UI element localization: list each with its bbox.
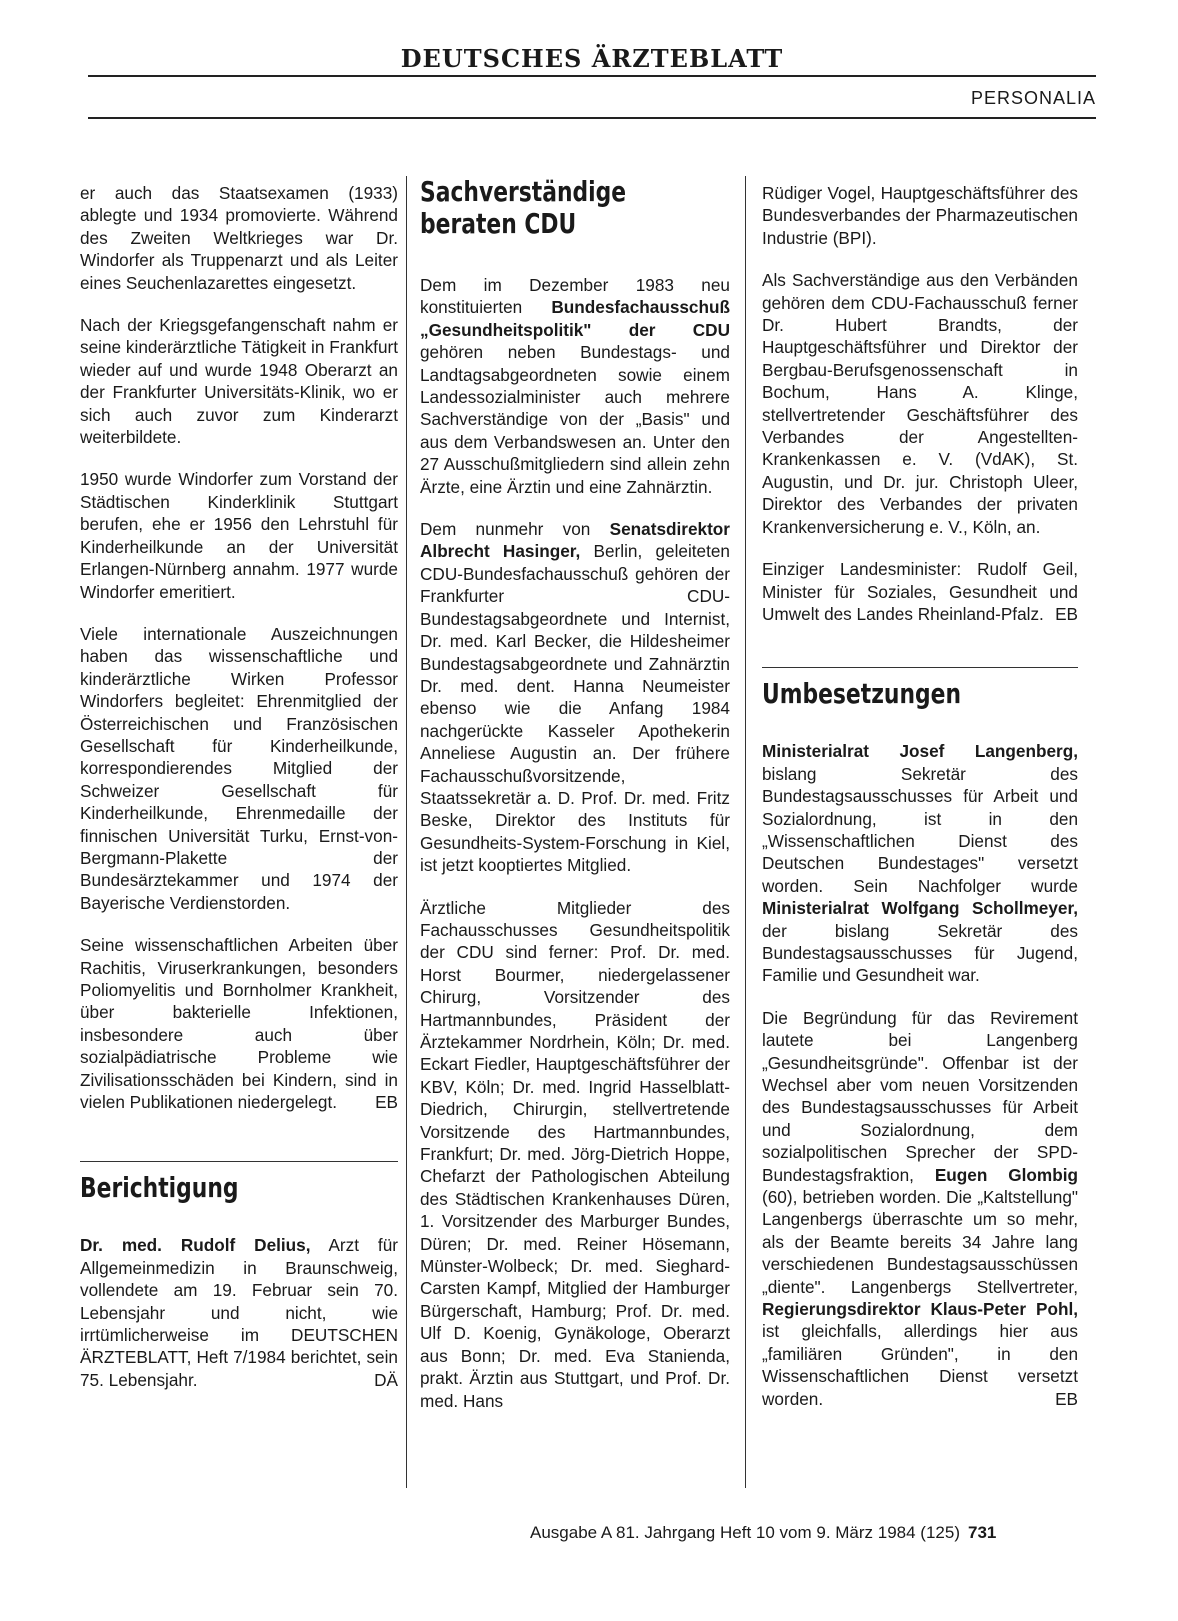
paragraph	[762, 558, 1078, 625]
paragraph: Nach der Kriegsgefangenschaft nahm er seine kinderärztliche Tätigkeit in Frankfurt wieder auf und wurde 1948 Oberarzt an der Frankfurter Universitäts-Klinik, wo er sich auch zuvor zum Kinderarzt weiterbildete.	[80, 315, 398, 448]
person-name: Ministerialrat Wolfgang Schollmeyer,	[762, 898, 1078, 919]
column-divider	[406, 176, 407, 1488]
paragraph-text: Seine wissenschaftlichen Arbeiten über Rachitis, Viruserkrankungen, besonders Poliomyelitis und Bornholmer Krankheit, über bakterielle Infektionen, insbesondere auch über sozialpädiatrische Probleme wie Zivilisationsschäden bei Kindern, sind in vielen Publikationen niedergelegt.	[80, 935, 398, 1113]
masthead-rule	[88, 75, 1096, 77]
paragraph-text: Berlin, geleiteten CDU-Bundesfachausschuß gehören der Frankfurter CDU-Bundestagsabgeordnete und Internist, Dr. med. Karl Becker, die Hildesheimer Bundestagsabgeordnete und Zahnärztin Dr. med. dent. Hanna Neumeister ebenso wie die Anfang 1984 nachgerückte Kasseler Apothekerin Anneliese Augustin an. Der frühere Fachausschußvorsitzende, Staatssekretär a. D. Prof. Dr. med. Fritz Beske, Direktor des Instituts für Gesundheits-System-Forschung in Kiel, ist jetzt kooptiertes Mitglied.	[420, 541, 730, 876]
paragraph-text: Dem im Dezember 1983 neu konstituierten	[420, 275, 730, 318]
paragraph	[80, 1234, 398, 1391]
column-2	[420, 176, 730, 1432]
page-footer	[530, 1523, 996, 1543]
paragraph-text: gehören neben Bundestags- und Landtagsabgeordneten sowie einem Landessozialminister auch mehrere Sachverständige von der „Basis" und aus dem Verbandswesen an. Unter den 27 Ausschußmitgliedern sind allein zehn Ärzte, eine Ärztin und eine Zahnärztin.	[420, 342, 730, 497]
article-rule	[762, 667, 1078, 668]
paragraph	[420, 518, 730, 877]
paragraph-text: der bislang Sekretär des Bundestagsausschusses für Jugend, Familie und Gesundheit war.	[762, 920, 1078, 986]
person-name: Dr. med. Rudolf Delius,	[80, 1235, 311, 1256]
column-divider	[745, 176, 746, 1488]
paragraph-text: ist gleichfalls, allerdings hier aus „familiären Gründen", in den Wissenschaftlichen Dienst versetzt worden.	[762, 1321, 1078, 1409]
section-rule	[88, 117, 1096, 119]
page-number: 731	[968, 1523, 997, 1542]
person-name: Senatsdirektor Albrecht Hasinger,	[420, 519, 730, 562]
committee-name: Bundesfachausschuß „Gesundheitspolitik" der CDU	[420, 297, 730, 340]
article-heading: Berichtigung	[80, 1171, 239, 1205]
paragraph-text: Dem nunmehr von	[420, 519, 610, 540]
paragraph	[762, 1007, 1078, 1410]
masthead: DEUTSCHES ÄRZTEBLATT	[400, 44, 784, 73]
paragraph	[80, 934, 398, 1113]
section-label: PERSONALIA	[970, 88, 1096, 108]
issue-info: Ausgabe A 81. Jahrgang Heft 10 vom 9. März 1984 (125)	[530, 1523, 960, 1542]
paragraph-text: Arzt für Allgemeinmedizin in Braunschweig, vollendete am 19. Februar sein 70. Lebensjahr und nicht, wie irrtümlicherweise im DEUTSCHEN ÄRZTEBLATT, Heft 7/1984 berichtet, sein 75. Lebensjahr.	[80, 1235, 398, 1390]
person-name: Regierungsdirektor Klaus-Peter Pohl,	[762, 1299, 1078, 1320]
article-rule	[80, 1161, 398, 1162]
paragraph	[762, 740, 1078, 986]
paragraph-text: Einziger Landesminister: Rudolf Geil, Minister für Soziales, Gesundheit und Umwelt des Landes Rheinland-Pfalz.	[762, 559, 1078, 624]
paragraph: Als Sachverständige aus den Verbänden gehören dem CDU-Fachausschuß ferner Dr. Hubert Brandts, der Hauptgeschäftsführer und Direktor der Bergbau-Berufsgenossenschaft in Bochum, Hans A. Klinge, stellvertretender Geschäftsführer des Verbandes der Angestellten-Krankenkassen e. V. (VdAK), St. Augustin, und Dr. jur. Christoph Uleer, Direktor des Verbandes der privaten Krankenversicherung e. V., Köln, an.	[762, 270, 1078, 537]
author-signature: EB	[375, 1092, 398, 1113]
column-3	[762, 182, 1078, 1430]
paragraph: er auch das Staatsexamen (1933) ablegte und 1934 promovierte. Während des Zweiten Weltkrieges war Dr. Windorfer als Truppenarzt und als Leiter eines Seuchenlazarettes eingesetzt.	[80, 183, 398, 293]
paragraph-text: (60), betrieben worden. Die „Kaltstellung" Langenbergs überraschte um so mehr, als der Beamte bereits 34 Jahre lang verschiedenen Bundestagsausschüssen „diente". Langenbergs Stellvertreter,	[762, 1187, 1078, 1297]
paragraph-text: Die Begründung für das Revirement lautete bei Langenberg „Gesundheitsgründe". Offenbar ist der Wechsel aber vom neuen Vorsitzenden des Bundestagsausschusses für Arbeit und Sozialordnung, dem sozialpolitischen Sprecher der SPD-Bundestagsfraktion,	[762, 1007, 1078, 1185]
article-heading: Sachverständige beraten CDU	[420, 175, 627, 240]
paragraph: Ärztliche Mitglieder des Fachausschusses Gesundheitspolitik der CDU sind ferner: Prof. Dr. med. Horst Bourmer, niedergelassener Chirurg, Vorsitzender des Hartmannbundes, Präsident der Ärztekammer Nordrhein, Köln; Dr. med. Eckart Fiedler, Hauptgeschäftsführer der KBV, Köln; Dr. med. Ingrid Hasselblatt-Diedrich, Chirurgin, stellvertretende Vorsitzende des Hartmannbundes, Frankfurt; Dr. med. Jörg-Dietrich Hoppe, Chefarzt der Pathologischen Abteilung des Städtischen Krankenhauses Düren, 1. Vorsitzender des Marburger Bundes, Düren; Dr. med. Reiner Hösemann, Münster-Wolbeck; Dr. med. Sieghard-Carsten Kampf, Mitglied der Hamburger Bürgerschaft, Hamburg; Prof. Dr. med. Ulf D. Koenig, Gynäkologe, Oberarzt aus Bonn; Dr. med. Eva Stanienda, prakt. Ärztin aus Stuttgart, und Prof. Dr. med. Hans	[420, 897, 730, 1411]
author-signature: DÄ	[374, 1369, 398, 1390]
paragraph: Viele internationale Auszeichnungen haben das wissenschaftliche und kinderärztliche Wirken Professor Windorfers begleitet: Ehrenmitglied der Österreichischen und Französischen Gesellschaft für Kinderheilkunde, korrespondierendes Mitglied der Schweizer Gesellschaft für Kinderheilkunde, Ehrenmedaille der finnischen Universität Turku, Ernst-von-Bergmann-Plakette der Bundesärztekammer und 1974 der Bayerische Verdienstorden.	[80, 623, 398, 913]
article-heading: Umbesetzungen	[762, 677, 961, 711]
person-name: Eugen Glombig	[934, 1164, 1078, 1185]
person-name: Ministerialrat Josef Langenberg,	[762, 741, 1078, 762]
author-signature: EB	[1055, 603, 1078, 624]
paragraph-text: bislang Sekretär des Bundestagsausschusses für Arbeit und Sozialordnung, ist in den „Wissenschaftlichen Dienst des Deutschen Bundestages" versetzt worden. Sein Nachfolger wurde	[762, 763, 1078, 896]
column-1	[80, 182, 398, 1411]
paragraph: 1950 wurde Windorfer zum Vorstand der Städtischen Kinderklinik Stuttgart berufen, ehe er 1956 den Lehrstuhl für Kinderheilkunde an der Universität Erlangen-Nürnberg annahm. 1977 wurde Windorfer emeritiert.	[80, 469, 398, 602]
paragraph	[420, 274, 730, 498]
paragraph: Rüdiger Vogel, Hauptgeschäftsführer des Bundesverbandes der Pharmazeutischen Industrie (BPI).	[762, 183, 1078, 248]
author-signature: EB	[1055, 1388, 1078, 1409]
